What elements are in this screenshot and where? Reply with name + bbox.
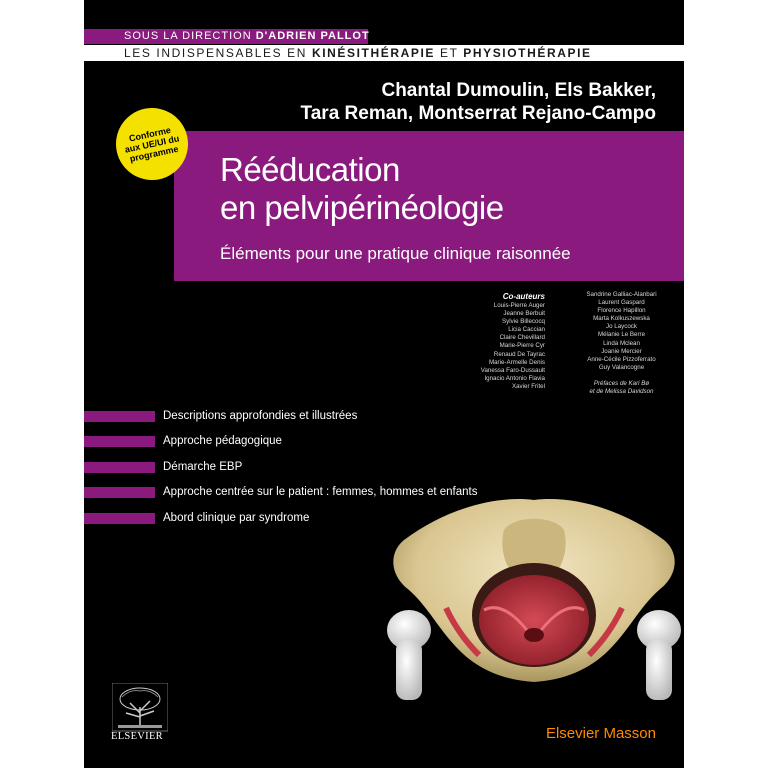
coauthors-left (481, 291, 545, 391)
elsevier-masson-imprint: Elsevier Masson (545, 725, 656, 742)
feature-label: Descriptions approfondies et illustrées (163, 410, 358, 422)
series-director-name: D'ADRIEN PALLOT (255, 30, 370, 42)
feature-bar (84, 436, 155, 447)
coauthors-left-list (481, 302, 545, 391)
authors (301, 79, 656, 125)
prefaces-line-1: Préfaces de Kari Bø (593, 379, 650, 387)
title-block (174, 131, 684, 281)
coauthor-name: Jo Laycock (606, 323, 637, 331)
pelvic-opening (524, 628, 544, 642)
coauthor-name: Ignacio Antonio Flavia (484, 374, 545, 382)
collection-kine: KINÉSITHÉRAPIE (311, 46, 436, 60)
coauthor-name: Linda Mclean (603, 339, 640, 347)
coauthor-name: Sandrine Galliac-Alanbari (586, 291, 657, 298)
collection-and: ET (435, 46, 464, 60)
coauthor-name: Marta Kolkuszewska (593, 315, 650, 323)
left-femur (387, 610, 431, 700)
prefaces (579, 380, 664, 396)
coauthor-name: Xavier Fritel (511, 382, 545, 390)
coauthor-name: Jeanne Berbuit (503, 310, 545, 318)
elsevier-logo-text: ELSEVIER (111, 731, 163, 742)
coauthor-name: Marie-Armelle Denis (488, 358, 545, 366)
series-director-prefix: SOUS LA DIRECTION (124, 30, 256, 42)
badge-text: Conforme aux UE/UI du programme (123, 124, 181, 164)
feature-bar (84, 411, 155, 422)
coauthor-name: Marie-Pierre Cyr (499, 342, 545, 350)
coauthors-right (579, 291, 664, 396)
coauthor-name: Laurent Gaspard (598, 299, 645, 307)
coauthors-heading: Co-auteurs (502, 292, 545, 301)
right-femur (637, 610, 681, 700)
pelvic-floor-muscles (479, 575, 589, 665)
title-line-1: Rééducation (220, 151, 400, 188)
coauthor-name: Joanie Mercier (601, 347, 642, 355)
collection-physio: PHYSIOTHÉRAPIE (463, 46, 592, 60)
coauthor-name: Florence Hapillon (597, 307, 646, 315)
feature-bar (84, 513, 155, 524)
book-subtitle: Éléments pour une pratique clinique raisonnée (220, 244, 571, 263)
pelvis-illustration (384, 490, 684, 700)
feature-bar (84, 487, 155, 498)
coauthor-name: Claire Chevillard (499, 334, 545, 342)
collection-prefix: LES INDISPENSABLES EN (124, 46, 312, 60)
authors-line-1: Chantal Dumoulin, Els Bakker, (381, 80, 656, 101)
coauthor-name: Mélanie Le Berre (597, 331, 646, 339)
book-cover (84, 0, 684, 768)
coauthor-name: Licia Caccian (508, 326, 545, 334)
feature-label: Approche centrée sur le patient : femmes, hommes et enfants (163, 486, 478, 499)
coauthor-name: Guy Valancogne (598, 363, 645, 371)
coauthor-name: Sylvie Billecocq (502, 318, 545, 326)
coauthor-name: Louis-Pierre Auger (493, 302, 545, 309)
book-title (220, 151, 504, 227)
coauthors-right-list (579, 291, 664, 372)
series-director (84, 29, 368, 44)
feature-label: Abord clinique par syndrome (163, 511, 310, 524)
feature-label: Démarche EBP (163, 460, 243, 473)
prefaces-line-2: et de Melissa Davidson (589, 388, 654, 396)
feature-label: Approche pédagogique (163, 435, 282, 448)
series-collection (84, 45, 684, 61)
coauthor-name: Anne-Cécile Pizzoferrato (587, 355, 656, 363)
title-line-2: en pelvipérinéologie (220, 189, 504, 226)
coauthor-name: Renaud De Tayrac (493, 350, 545, 358)
authors-line-2: Tara Reman, Montserrat Rejano-Campo (300, 103, 656, 124)
feature-bar (84, 462, 155, 473)
coauthor-name: Vanessa Faro-Dussault (480, 366, 545, 374)
